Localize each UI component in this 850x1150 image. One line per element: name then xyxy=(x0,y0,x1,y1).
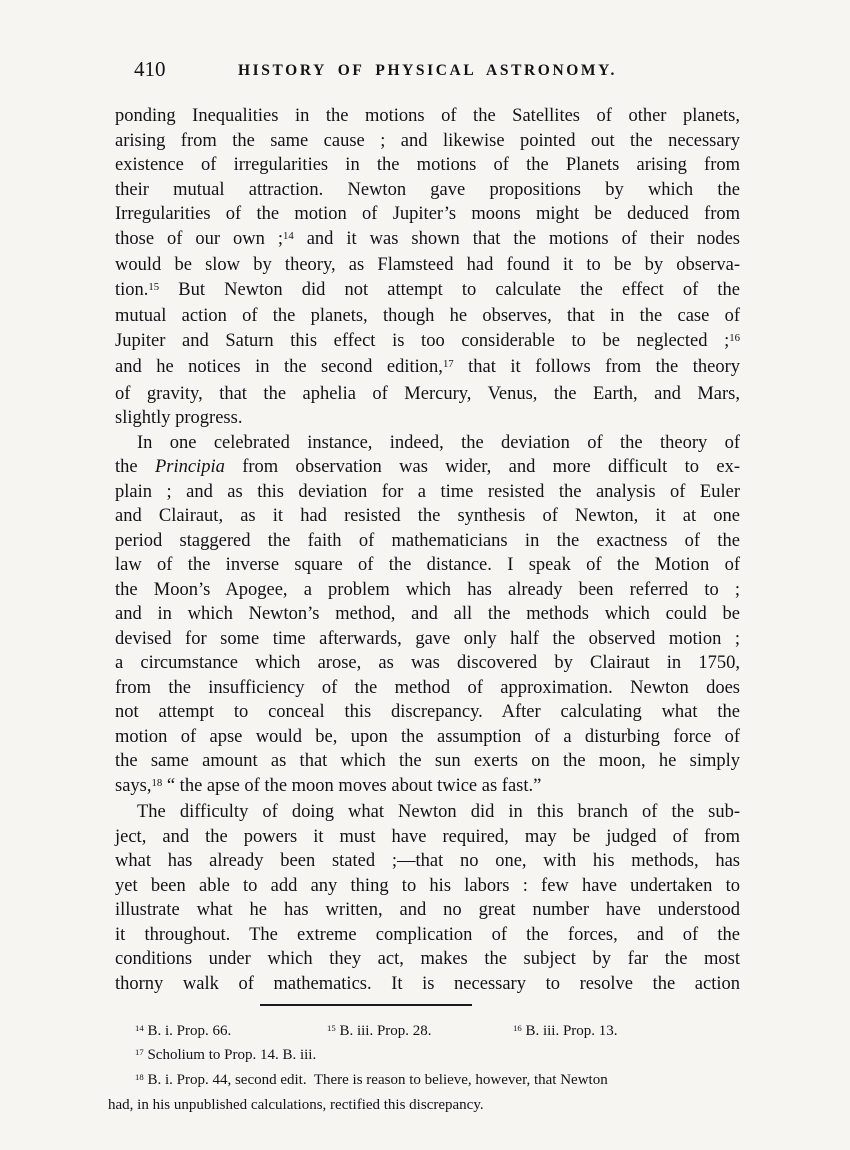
text-span: and he notices in the second edition, xyxy=(115,357,443,377)
text-line xyxy=(115,104,740,129)
text-span: and it was shown that the motions of their nodes xyxy=(293,228,740,249)
footnote-ref: 15 xyxy=(148,280,160,293)
text-line xyxy=(115,972,740,997)
footnote-line xyxy=(108,1043,753,1068)
text-span: Scholium to Prop. 14. B. iii. xyxy=(143,1047,317,1063)
text-span: devised for some time afterwards, gave only half the observed motion ; xyxy=(115,628,740,649)
page-number: 410 xyxy=(134,57,166,81)
text-span: not attempt to conceal this discrepancy. After calculating what the xyxy=(115,702,740,722)
footnote-ref: 18 xyxy=(151,776,163,789)
text-span: conditions under which they act, makes the subject by far the most xyxy=(115,949,740,969)
text-line xyxy=(115,947,740,972)
italic-text: Principia xyxy=(154,457,225,477)
text-line xyxy=(115,406,740,431)
text-span: their mutual attraction. Newton gave propositions by which the xyxy=(115,179,740,200)
text-line xyxy=(115,153,740,178)
text-span: “ the apse of the moon moves about twice as fast.” xyxy=(162,775,542,796)
text-line xyxy=(115,923,740,948)
text-span: law of the inverse square of the distance. I speak of the Motion of xyxy=(115,555,740,575)
text-line xyxy=(115,774,740,801)
text-line xyxy=(115,749,740,774)
text-line xyxy=(115,278,740,305)
text-span: arising from the same cause ; and likewise pointed out the necessary xyxy=(115,130,740,151)
text-span: B. i. Prop. 44, second edit. There is reason to believe, however, that Newton xyxy=(143,1072,608,1088)
text-span: and Clairaut, as it had resisted the synthesis of Newton, it at one xyxy=(115,506,740,526)
footnote-item xyxy=(327,1019,432,1044)
text-line xyxy=(115,602,740,627)
text-span: of gravity, that the aphelia of Mercury, Venus, the Earth, and Mars, xyxy=(115,383,740,404)
text-line xyxy=(115,849,740,874)
footnote-item xyxy=(135,1019,231,1044)
footnote-ref: 16 xyxy=(729,331,740,344)
text-line xyxy=(115,676,740,701)
text-span: the Moon’s Apogee, a problem which has already been referred to ; xyxy=(115,579,740,600)
text-span: says, xyxy=(115,775,152,796)
text-line xyxy=(115,480,740,505)
text-span: the same amount as that which the sun exerts on the moon, he simply xyxy=(115,751,740,771)
text-span: what has already been stated ;—that no one, with his methods, has xyxy=(115,851,740,871)
text-line xyxy=(115,651,740,676)
page-main xyxy=(108,104,740,1117)
text-span: yet been able to add any thing to his labors : few have undertaken to xyxy=(115,875,740,896)
text-span: Irregularities of the motion of Jupiter’s moons might be deduced from xyxy=(115,204,740,224)
text-span: from observation was wider, and more difficult to ex- xyxy=(224,457,740,477)
text-span: B. iii. Prop. 13. xyxy=(521,1023,618,1039)
text-span: thorny walk of mathematics. It is necessary to resolve the action xyxy=(115,973,740,994)
footnote-ref: 15 xyxy=(327,1023,336,1034)
text-span: slightly progress. xyxy=(115,408,243,428)
text-span: mutual action of the planets, though he observes, that in the case of xyxy=(115,306,740,326)
footnote-item xyxy=(513,1019,618,1044)
text-line xyxy=(115,700,740,725)
text-span: In one celebrated instance, indeed, the deviation of the theory of xyxy=(137,432,740,453)
footnote-ref: 17 xyxy=(442,358,454,371)
text-span: and in which Newton’s method, and all the methods which could be xyxy=(115,604,740,624)
text-span: a circumstance which arose, as was discovered by Clairaut in 1750, xyxy=(115,653,740,673)
text-span: it throughout. The extreme complication of the forces, and of the xyxy=(115,924,740,945)
text-span: B. iii. Prop. 28. xyxy=(335,1023,432,1039)
footnote-line xyxy=(108,1068,753,1093)
text-line xyxy=(115,227,740,254)
text-span: would be slow by theory, as Flamsteed had found it to be by observa- xyxy=(115,255,740,275)
text-span: B. i. Prop. 66. xyxy=(143,1023,232,1039)
text-line xyxy=(115,504,740,529)
text-line xyxy=(115,304,740,329)
footnote-ref: 14 xyxy=(283,229,294,242)
text-span: But Newton did not attempt to calculate the effect of the xyxy=(159,279,740,300)
text-span: tion. xyxy=(115,279,149,300)
text-span: ject, and the powers it must have required, may be judged of from xyxy=(115,826,740,847)
text-line xyxy=(115,355,740,382)
running-title: HISTORY OF PHYSICAL ASTRONOMY. xyxy=(238,62,617,79)
text-span: The difficulty of doing what Newton did in this branch of the sub- xyxy=(137,802,740,822)
footnote-row xyxy=(108,1019,753,1043)
text-line xyxy=(115,898,740,923)
body-text xyxy=(115,104,740,996)
text-line xyxy=(115,329,740,356)
text-line xyxy=(115,800,740,825)
text-line xyxy=(115,202,740,227)
paragraph xyxy=(115,800,740,996)
text-span: period staggered the faith of mathematicians in the exactness of the xyxy=(115,530,740,551)
text-span: the xyxy=(115,457,155,477)
text-line xyxy=(115,455,740,480)
text-span: had, in his unpublished calculations, rectified this discrepancy. xyxy=(108,1097,484,1113)
text-line xyxy=(115,431,740,456)
text-line xyxy=(115,382,740,407)
footnote-ref: 18 xyxy=(135,1072,144,1083)
text-span: ponding Inequalities in the motions of the Satellites of other planets, xyxy=(115,106,740,126)
text-line xyxy=(115,529,740,554)
text-line xyxy=(115,178,740,203)
text-line xyxy=(115,253,740,278)
footnotes xyxy=(108,1019,753,1117)
text-line xyxy=(115,578,740,603)
text-span: that it follows from the theory xyxy=(453,357,740,377)
text-line xyxy=(115,825,740,850)
footnote-ref: 17 xyxy=(135,1047,144,1058)
paragraph xyxy=(115,104,740,431)
footnote-ref: 14 xyxy=(135,1023,144,1034)
text-line xyxy=(115,627,740,652)
page-header xyxy=(115,0,740,95)
text-span: Jupiter and Saturn this effect is too considerable to be neglected ; xyxy=(115,330,730,351)
text-span: plain ; and as this deviation for a time resisted the analysis of Euler xyxy=(115,481,740,502)
text-line xyxy=(115,553,740,578)
text-span: from the insufficiency of the method of approximation. Newton does xyxy=(115,677,740,698)
text-span: those of our own ; xyxy=(115,228,284,249)
text-line xyxy=(115,725,740,750)
text-line xyxy=(115,129,740,154)
text-span: motion of apse would be, upon the assumption of a disturbing force of xyxy=(115,726,740,747)
footnote-ref: 16 xyxy=(513,1023,522,1034)
text-line xyxy=(115,874,740,899)
text-span: illustrate what he has written, and no great number have understood xyxy=(115,900,740,920)
paragraph xyxy=(115,431,740,801)
footnote-line xyxy=(108,1093,753,1117)
footnote-separator xyxy=(260,1004,472,1006)
text-span: existence of irregularities in the motions of the Planets arising from xyxy=(115,155,740,175)
